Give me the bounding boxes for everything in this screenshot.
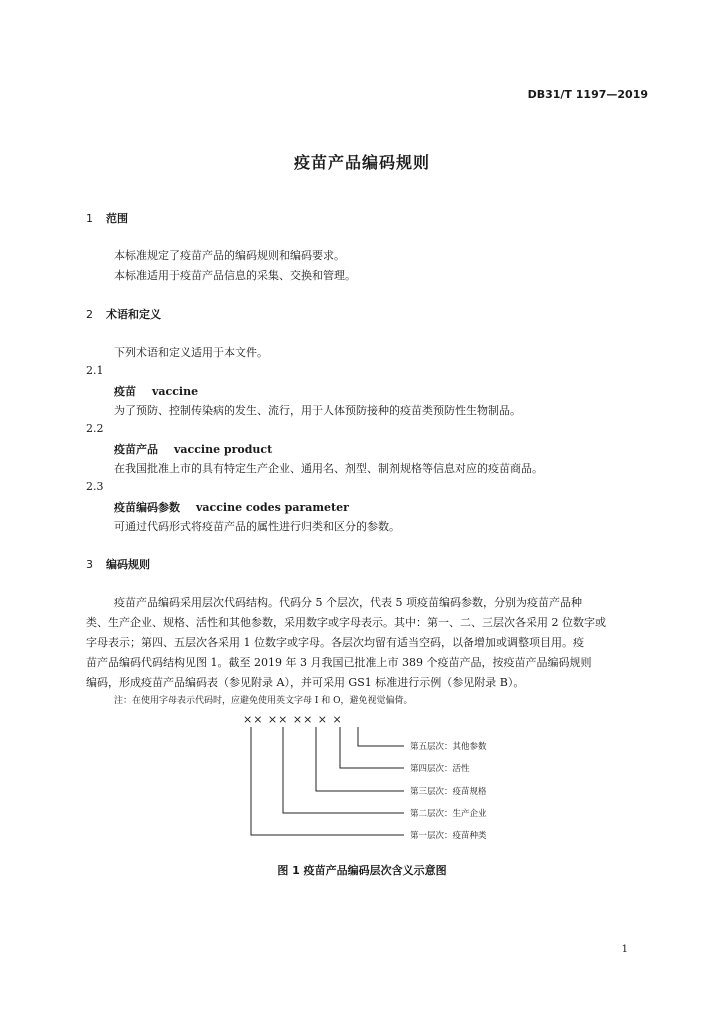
- level-3-label: 第三层次：疫苗规格: [410, 787, 487, 797]
- term-definition: 可通过代码形式将疫苗产品的属性进行归类和区分的参数。: [114, 520, 400, 533]
- term-en: vaccine codes parameter: [196, 501, 349, 514]
- paragraph: 本标准规定了疫苗产品的编码规则和编码要求。: [114, 249, 345, 262]
- level-2-label: 第二层次：生产企业: [410, 809, 487, 819]
- code-structure: ×× ×× ×× × ×: [243, 713, 343, 726]
- section-number: 2: [86, 308, 93, 321]
- level-5-label: 第五层次：其他参数: [410, 742, 487, 752]
- connector-level-5: [358, 727, 404, 746]
- term-number: 2.1: [86, 364, 104, 377]
- note: 注：在使用字母表示代码时，应避免使用英文字母 I 和 O，避免视觉偏倚。: [114, 696, 413, 706]
- term-definition: 为了预防、控制传染病的发生、流行，用于人体预防接种的疫苗类预防性生物制品。: [114, 404, 521, 417]
- paragraph-line: 类、生产企业、规格、活性和其他参数，采用数字或字母表示。其中：第一、二、三层次各采用 2 位数字或: [86, 616, 606, 629]
- paragraph: 下列术语和定义适用于本文件。: [114, 346, 268, 359]
- paragraph: 本标准适用于疫苗产品信息的采集、交换和管理。: [114, 269, 356, 282]
- section-title: 术语和定义: [106, 308, 161, 321]
- section-number: 1: [86, 212, 93, 225]
- term-en: vaccine product: [174, 443, 273, 456]
- page-number: 1: [621, 944, 628, 955]
- term-number: 2.3: [86, 480, 104, 493]
- document-number: DB31/T 1197—2019: [527, 88, 648, 101]
- connector-level-4: [340, 727, 404, 768]
- level-1-label: 第一层次：疫苗种类: [410, 831, 487, 841]
- section-title: 编码规则: [106, 558, 150, 571]
- section-title: 范围: [106, 212, 128, 225]
- paragraph-line: 苗产品编码代码结构见图 1。截至 2019 年 3 月我国已批准上市 389 个疫苗产品，按疫苗产品编码规则: [86, 656, 592, 669]
- page-title: 疫苗产品编码规则: [293, 153, 430, 172]
- term-number: 2.2: [86, 422, 104, 435]
- figure-caption: 图 1 疫苗产品编码层次含义示意图: [277, 864, 447, 877]
- term-zh: 疫苗产品: [114, 443, 158, 456]
- level-4-label: 第四层次：活性: [410, 764, 470, 774]
- term-en: vaccine: [152, 385, 199, 398]
- paragraph-line: 疫苗产品编码采用层次代码结构。代码分 5 个层次，代表 5 项疫苗编码参数，分别为疫苗产品种: [114, 596, 582, 609]
- connector-level-2: [283, 727, 404, 813]
- term-zh: 疫苗: [114, 385, 136, 398]
- paragraph-line: 字母表示；第四、五层次各采用 1 位数字或字母。各层次均留有适当空码，以备增加或调整项目用。疫: [86, 636, 584, 649]
- section-number: 3: [86, 558, 93, 571]
- connector-level-1: [251, 727, 404, 835]
- paragraph-line: 编码，形成疫苗产品编码表（参见附录 A），并可采用 GS1 标准进行示例（参见附录 B）。: [86, 676, 525, 689]
- term-zh: 疫苗编码参数: [114, 501, 180, 514]
- term-definition: 在我国批准上市的具有特定生产企业、通用名、剂型、制剂规格等信息对应的疫苗商品。: [114, 462, 543, 475]
- connector-level-3: [316, 727, 404, 791]
